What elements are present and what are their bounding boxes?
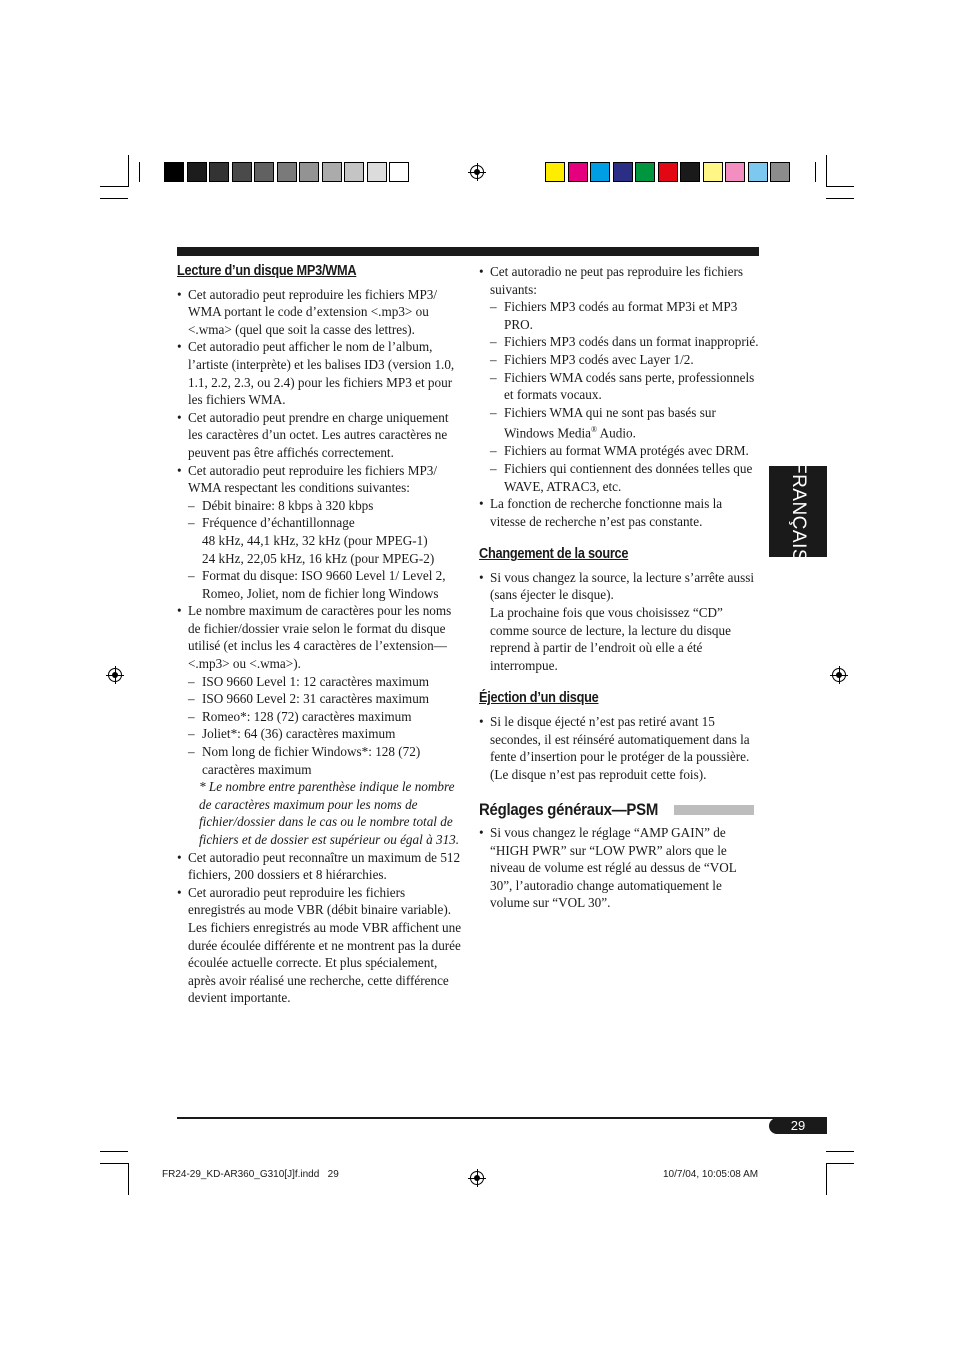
dash-item: – Nom long de fichier Windows*: 128 (72) caractères maximum <box>188 743 462 778</box>
section-heading-mp3-wma: Lecture d’un disque MP3/WMA <box>177 263 357 279</box>
dash-item: – Fichiers MP3 codés avec Layer 1/2. <box>490 351 761 369</box>
list-item <box>177 884 462 1007</box>
registration-mark-icon <box>470 1171 484 1185</box>
dash-item: – Fichiers MP3 codés dans un format inapproprié. <box>490 333 761 351</box>
crop-mark <box>826 186 854 187</box>
dash-item: – ISO 9660 Level 1: 12 caractères maximum <box>188 673 462 691</box>
footer-filename: FR24-29_KD-AR360_G310[J]f.indd 29 <box>162 1169 339 1180</box>
footer-rule <box>177 1117 827 1119</box>
left-column <box>177 263 462 1007</box>
footnote: * Le nombre entre parenthèse indique le nombre de caractères maximum pour les noms de fichier/dossier dans le cas ou le nombre total de fichiers et de dossier est supérieur ou égal à 313. <box>199 779 460 847</box>
dash-item: – Joliet*: 64 (36) caractères maximum <box>188 725 462 743</box>
header-rule <box>177 247 759 256</box>
section-heading-text: Réglages généraux—PSM <box>479 800 659 820</box>
crop-mark <box>128 155 129 187</box>
section-heading-eject: Éjection d’un disque <box>479 690 599 707</box>
crop-mark <box>100 1151 128 1152</box>
bullet-list <box>479 263 761 530</box>
color-swatch <box>703 162 723 182</box>
list-item-text: La prochaine fois que vous choisissez “CD” comme source de lecture, la lecture du disque reprend à partir de l’endroit où elle a été interrompue. <box>490 605 731 673</box>
dash-list <box>188 497 462 603</box>
dash-item: – Débit binaire: 8 kbps à 320 kbps <box>188 497 462 515</box>
color-swatch <box>344 162 364 182</box>
list-item <box>479 569 761 675</box>
color-swatch <box>322 162 342 182</box>
bullet-list <box>479 713 761 783</box>
page-number: 29 <box>769 1118 827 1134</box>
dash-item <box>188 514 462 567</box>
list-item <box>177 602 462 848</box>
registration-mark-icon <box>108 668 122 682</box>
footer-date: 10/7/04, 10:05:08 AM <box>663 1169 759 1180</box>
crop-mark <box>826 1163 827 1195</box>
list-item: • Cet autoradio peut afficher le nom de l’album, l’artiste (interprète) et les balises ID3 (version 1.0, 1.1, 2.2, 2.3, ou 2.4) pour les fichiers MP3 et pour les fichiers WMA. <box>177 338 462 408</box>
color-swatch <box>277 162 297 182</box>
list-item-text: Cet autoradio ne peut pas reproduire les fichiers suivants: <box>490 264 744 297</box>
list-item: • Cet autoradio peut reproduire les fichiers MP3/ WMA portant le code d’extension <.mp3> ou <.wma> (quel que soit la casse des lettres). <box>177 286 462 339</box>
color-swatch <box>367 162 387 182</box>
crop-mark <box>826 198 854 199</box>
list-item-text: • Si vous changez la source, la lecture s’arrête aussi (sans éjecter le disque). <box>490 569 755 603</box>
list-item: • Si le disque éjecté n’est pas retiré avant 15 secondes, il est réinséré automatiquement dans la fente d’insertion pour le protéger de la poussière. (Le disque n’est pas reproduit cette fois). <box>479 713 761 783</box>
color-swatch <box>590 162 610 182</box>
dash-item: – Fichiers au format WMA protégés avec DRM. <box>490 442 761 460</box>
bullet-list <box>479 824 761 912</box>
color-swatch <box>545 162 565 182</box>
crop-mark <box>815 162 816 182</box>
color-swatch <box>164 162 184 182</box>
dash-item: – Fichiers qui contiennent des données telles que WAVE, ATRAC3, etc. <box>490 460 761 495</box>
crop-mark <box>100 198 128 199</box>
list-item: • Cet autoradio peut prendre en charge uniquement les caractères d’un octet. Les autres caractères ne peuvent pas être affichés correctement. <box>177 409 462 462</box>
bullet-list <box>177 286 462 1007</box>
color-swatch <box>613 162 633 182</box>
list-item-text: Les fichiers enregistrés au mode VBR affichent une durée écoulée différente et ne montrent pas la durée écoulée actuelle correcte. Et plus spécialement, après avoir réalisé une recherche, cette différence devient importante. <box>188 919 462 1006</box>
dash-item-text: Fichiers WMA qui ne sont pas basés sur Windows Media <box>504 404 716 441</box>
color-swatch <box>748 162 768 182</box>
list-item-text: Cet autoradio peut reproduire les fichiers MP3/ WMA respectant les conditions suivantes: <box>188 462 438 496</box>
color-swatch <box>635 162 655 182</box>
dash-item: – Fichiers WMA codés sans perte, professionnels et formats vocaux. <box>490 369 761 404</box>
dash-list <box>188 673 462 779</box>
list-item: • Cet autoradio peut reconnaître un maximum de 512 fichiers, 200 dossiers et 8 hiérarchies. <box>177 849 462 884</box>
dash-item: – Format du disque: ISO 9660 Level 1/ Level 2, Romeo, Joliet, nom de fichier long Windows <box>188 567 462 602</box>
dash-item: – Fichiers MP3 codés au format MP3i et MP3 PRO. <box>490 298 761 333</box>
heading-bar <box>674 805 754 815</box>
registration-mark-icon <box>470 165 484 179</box>
registered-mark: ® <box>591 425 598 435</box>
dash-item: – Romeo*: 128 (72) caractères maximum <box>188 708 462 726</box>
dash-item-text: 48 kHz, 44,1 kHz, 32 kHz (pour MPEG-1) <box>202 532 428 548</box>
color-swatch <box>568 162 588 182</box>
list-item-text: Le nombre maximum de caractères pour les noms de fichier/dossier vraie selon le format du disque utilisé (et inclus les 4 caractères de l’extension—<.mp3> ou <.wma>). <box>188 603 452 672</box>
crop-mark <box>826 155 827 187</box>
list-item: • La fonction de recherche fonctionne mais la vitesse de recherche n’est pas constante. <box>479 495 761 530</box>
crop-mark <box>100 1163 128 1164</box>
color-swatch <box>187 162 207 182</box>
list-item-text: • Cet auroradio peut reproduire les fichiers enregistrés au mode VBR (débit binaire variable). <box>188 884 452 918</box>
color-swatch <box>389 162 409 182</box>
dash-item: – ISO 9660 Level 2: 31 caractères maximum <box>188 690 462 708</box>
dash-item <box>490 404 761 443</box>
color-swatch <box>725 162 745 182</box>
color-swatch <box>770 162 790 182</box>
right-column <box>479 263 761 912</box>
dash-list <box>490 298 761 495</box>
list-item <box>177 462 462 603</box>
color-swatch <box>254 162 274 182</box>
crop-mark <box>139 162 140 182</box>
color-swatch <box>658 162 678 182</box>
crop-mark <box>826 1151 854 1152</box>
list-item: • Si vous changez le réglage “AMP GAIN” de “HIGH PWR” sur “LOW PWR” alors que le niveau de volume est réglé au dessus de “VOL 30”, l’autoradio change automatiquement le volume sur “VOL 30”. <box>479 824 761 912</box>
dash-item-text: – Fréquence d’échantillonnage <box>202 515 355 531</box>
color-swatch <box>232 162 252 182</box>
section-heading-psm <box>479 801 761 819</box>
color-swatch <box>209 162 229 182</box>
bullet-list <box>479 569 761 675</box>
list-item <box>479 263 761 495</box>
section-heading-source: Changement de la source <box>479 546 629 563</box>
color-swatch <box>299 162 319 182</box>
crop-mark <box>100 186 128 187</box>
registration-mark-icon <box>832 668 846 682</box>
dash-item-text: 24 kHz, 22,05 kHz, 16 kHz (pour MPEG-2) <box>202 550 435 566</box>
language-tab <box>769 461 827 562</box>
dash-item-text: Audio. <box>597 425 636 441</box>
language-tab-label: FRANÇAIS <box>788 461 810 562</box>
crop-mark <box>128 1163 129 1195</box>
crop-mark <box>826 1163 854 1164</box>
color-swatch <box>680 162 700 182</box>
